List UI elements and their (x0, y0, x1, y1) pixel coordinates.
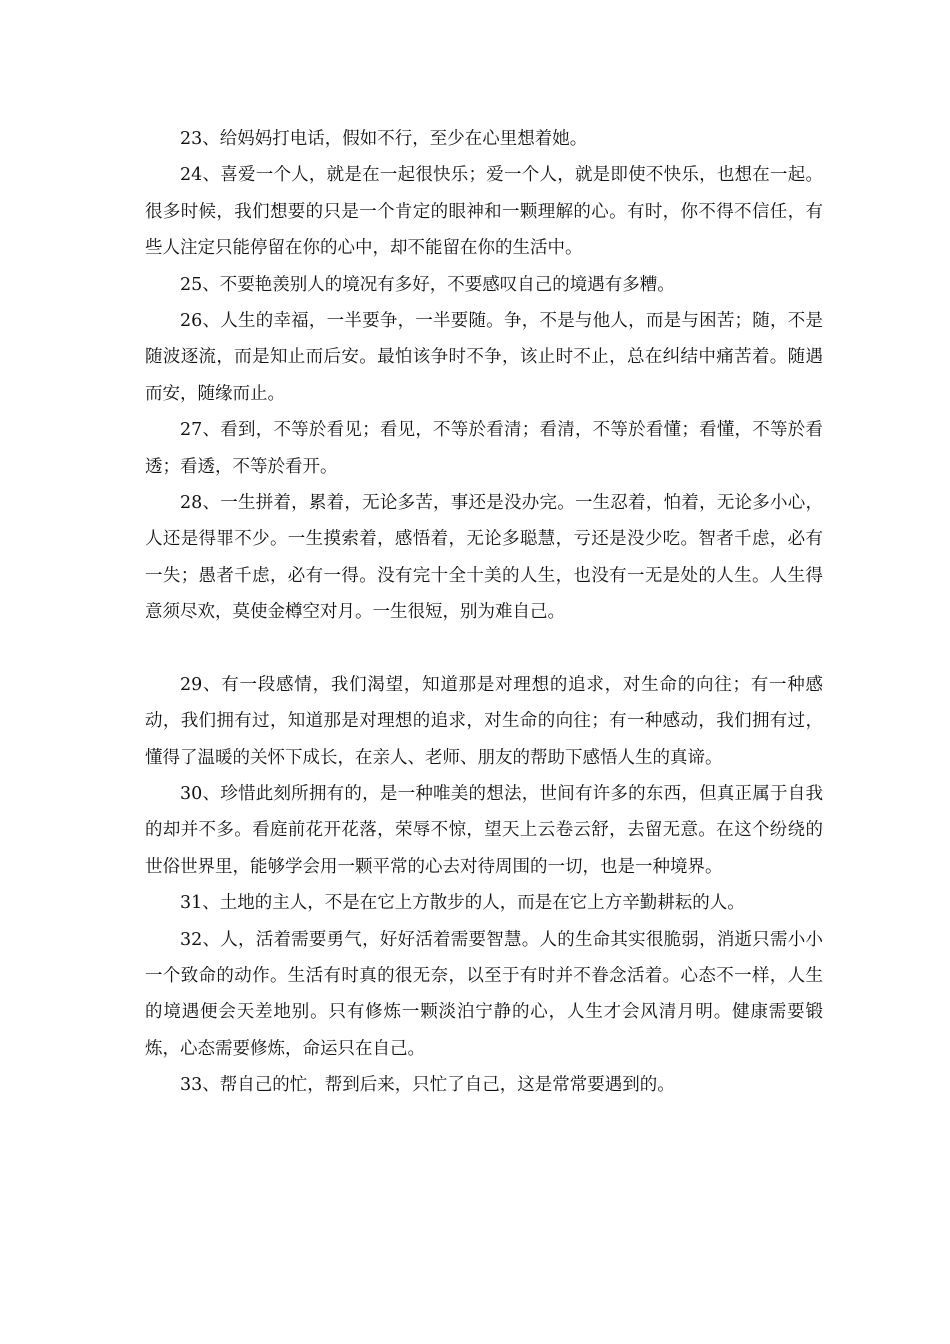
paragraph-26: 26、人生的幸福，一半要争，一半要随。争，不是与他人，而是与困苦；随，不是随波逐流，而是知止而后安。最怕该争时不争，该止时不止，总在纠结中痛苦着。随遇而安，随缘而止。 (145, 311, 823, 404)
paragraph-33: 33、帮自己的忙，帮到后来，只忙了自己，这是常常要遇到的。 (180, 1075, 675, 1096)
paragraph-31: 31、土地的主人，不是在它上方散步的人，而是在它上方辛勤耕耘的人。 (180, 893, 745, 914)
paragraph-25: 25、不要艳羡别人的境况有多好，不要感叹自己的境遇有多糟。 (180, 274, 675, 295)
document-body (145, 121, 823, 1104)
paragraph-27: 27、看到，不等於看见；看见，不等於看清；看清，不等於看懂；看懂，不等於看透；看透，不等於看开。 (145, 420, 823, 477)
paragraph-28: 28、一生拼着，累着，无论多苦，事还是没办完。一生忍着，怕着，无论多小心，人还是得罪不少。一生摸索着，感悟着，无论多聪慧，亏还是没少吃。智者千虑，必有一失；愚者千虑，必有一得。没有完十全十美的人生，也没有一无是处的人生。人生得意须尽欢，莫使金樽空对月。一生很短，别为难自己。 (145, 493, 823, 623)
paragraph-29: 29、有一段感情，我们渴望，知道那是对理想的追求，对生命的向往；有一种感动，我们拥有过，知道那是对理想的追求，对生命的向往；有一种感动，我们拥有过，懂得了温暖的关怀下成长，在亲人、老师、朋友的帮助下感悟人生的真谛。 (145, 674, 823, 768)
paragraph-gap (145, 631, 823, 667)
paragraph-23: 23、给妈妈打电话，假如不行，至少在心里想着她。 (180, 129, 588, 149)
paragraph-24: 24、喜爱一个人，就是在一起很快乐；爱一个人，就是即使不快乐，也想在一起。很多时候，我们想要的只是一个肯定的眼神和一颗理解的心。有时，你不得不信任，有些人注定只能停留在你的心中，却不能留在你的生活中。 (145, 165, 823, 259)
paragraph-32: 32、人，活着需要勇气，好好活着需要智慧。人的生命其实很脆弱，消逝只需小小一个致命的动作。生活有时真的很无奈，以至于有时并不眷念活着。心态不一样，人生的境遇便会天差地别。只有修炼一颗淡泊宁静的心，人生才会风清月明。健康需要锻炼，心态需要修炼，命运只在自己。 (145, 929, 823, 1059)
paragraph-30: 30、珍惜此刻所拥有的，是一种唯美的想法，世间有许多的东西，但真正属于自我的却并不多。看庭前花开花落，荣辱不惊，望天上云卷云舒，去留无意。在这个纷绕的世俗世界里，能够学会用一颗平常的心去对待周围的一切，也是一种境界。 (145, 783, 823, 877)
